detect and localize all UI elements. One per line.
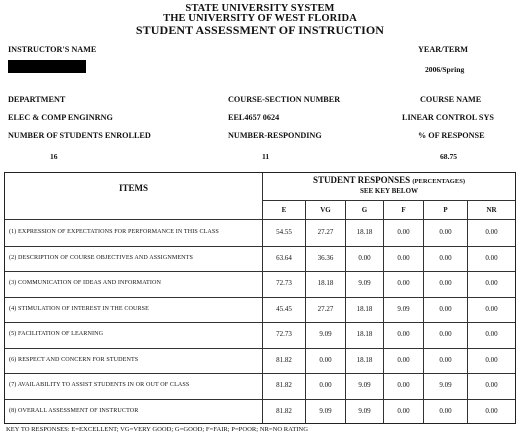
- year-term-value: 2006/Spring: [425, 65, 465, 74]
- pct-response-label: % OF RESPONSE: [418, 131, 485, 140]
- value-vg: 0.00: [319, 355, 332, 364]
- value-p: 0.00: [439, 304, 452, 313]
- value-vg: 0.00: [319, 381, 332, 389]
- responses-table: [4, 172, 516, 424]
- value-e: 72.73: [276, 279, 292, 287]
- course-name-value: LINEAR CONTROL SYS: [402, 113, 494, 122]
- value-p: 0.00: [439, 253, 452, 262]
- value-f: 0.00: [397, 355, 410, 364]
- value-nr: 0.00: [485, 304, 498, 313]
- value-nr: 0.00: [485, 330, 498, 338]
- value-f: 0.00: [397, 381, 410, 389]
- enrolled-label: NUMBER OF STUDENTS ENROLLED: [8, 131, 151, 140]
- value-nr: 0.00: [485, 228, 498, 236]
- redacted-instructor-name: [8, 60, 86, 73]
- column-header-nr: NR: [486, 206, 497, 214]
- responses-title: STUDENT RESPONSES: [313, 175, 411, 185]
- column-header-g: G: [361, 206, 368, 214]
- responses-subtitle: (PERCENTAGES): [412, 178, 465, 185]
- row-divider: [5, 348, 515, 349]
- value-e: 81.82: [276, 406, 292, 415]
- value-nr: 0.00: [485, 406, 498, 415]
- value-g: 18.18: [356, 304, 373, 313]
- enrolled-value: 16: [50, 152, 58, 161]
- value-g: 9.09: [358, 279, 371, 287]
- course-section-label: COURSE-SECTION NUMBER: [228, 95, 341, 104]
- value-e: 63.64: [276, 253, 292, 262]
- department-label: DEPARTMENT: [8, 95, 66, 104]
- pct-response-value: 68.75: [440, 152, 458, 161]
- value-nr: 0.00: [485, 355, 498, 364]
- row-divider: [5, 297, 515, 298]
- item-label: (4) STIMULATION OF INTEREST IN THE COURSE: [9, 305, 149, 312]
- value-g: 0.00: [358, 253, 371, 262]
- value-e: 81.82: [276, 355, 292, 364]
- year-term-label: YEAR/TERM: [418, 45, 469, 54]
- value-g: 18.18: [356, 228, 373, 236]
- responding-value: 11: [262, 152, 270, 161]
- value-p: 9.09: [439, 381, 452, 389]
- value-vg: 27.27: [317, 228, 334, 236]
- row-divider: [5, 399, 515, 400]
- row-divider: [5, 322, 515, 323]
- university-title: THE UNIVERSITY OF WEST FLORIDA: [163, 13, 357, 24]
- value-f: 9.09: [397, 304, 410, 313]
- column-header-e: E: [281, 206, 287, 214]
- instructor-label: INSTRUCTOR'S NAME: [8, 45, 97, 54]
- value-e: 54.55: [276, 228, 292, 236]
- responding-label: NUMBER-RESPONDING: [228, 131, 322, 140]
- system-title: STATE UNIVERSITY SYSTEM: [185, 3, 335, 14]
- value-vg: 9.09: [319, 330, 332, 338]
- course-name-label: COURSE NAME: [420, 95, 482, 104]
- value-p: 0.00: [439, 406, 452, 415]
- item-label: (7) AVAILABILITY TO ASSIST STUDENTS IN OR OUT OF CLASS: [9, 382, 190, 388]
- value-f: 0.00: [397, 228, 410, 236]
- value-g: 9.09: [358, 406, 371, 415]
- value-vg: 27.27: [317, 304, 334, 313]
- value-p: 0.00: [439, 279, 452, 287]
- value-vg: 9.09: [319, 406, 332, 415]
- response-key: KEY TO RESPONSES: E=EXCELLENT; VG=VERY GOOD; G=GOOD; F=FAIR; P=POOR; NR=NO RATING: [6, 426, 308, 433]
- value-p: 0.00: [439, 228, 452, 236]
- value-e: 45.45: [276, 304, 292, 313]
- value-nr: 0.00: [485, 381, 498, 389]
- value-g: 9.09: [358, 381, 371, 389]
- item-label: (8) OVERALL ASSESSMENT OF INSTRUCTOR: [9, 407, 139, 414]
- value-nr: 0.00: [485, 279, 498, 287]
- value-g: 18.18: [356, 330, 373, 338]
- department-value: ELEC & COMP ENGINRNG: [8, 113, 113, 122]
- row-divider: [5, 246, 515, 247]
- value-g: 18.18: [356, 355, 373, 364]
- see-key-note: SEE KEY BELOW: [359, 187, 419, 195]
- value-f: 0.00: [397, 279, 410, 287]
- items-header: ITEMS: [118, 183, 148, 193]
- form-title: STUDENT ASSESSMENT OF INSTRUCTION: [135, 23, 385, 37]
- value-e: 72.73: [276, 330, 292, 338]
- item-label: (3) COMMUNICATION OF IDEAS AND INFORMATION: [9, 280, 161, 286]
- value-nr: 0.00: [485, 253, 498, 262]
- item-label: (5) FACILITATION OF LEARNING: [9, 331, 104, 337]
- column-header-f: F: [401, 206, 406, 214]
- value-p: 0.00: [439, 330, 452, 338]
- value-f: 0.00: [397, 330, 410, 338]
- value-f: 0.00: [397, 406, 410, 415]
- item-label: (1) EXPRESSION OF EXPECTATIONS FOR PERFORMANCE IN THIS CLASS: [9, 229, 219, 235]
- value-p: 0.00: [439, 355, 452, 364]
- column-header-vg: VG: [320, 206, 331, 214]
- row-divider: [5, 271, 515, 272]
- header-bottom-line: [5, 219, 515, 220]
- value-e: 81.82: [276, 381, 292, 389]
- value-vg: 18.18: [317, 279, 334, 287]
- course-section-value: EEL4657 0624: [228, 113, 280, 122]
- header-divider: [262, 200, 515, 201]
- row-divider: [5, 373, 515, 374]
- value-f: 0.00: [397, 253, 410, 262]
- column-header-p: P: [443, 206, 448, 214]
- value-vg: 36.36: [317, 253, 334, 262]
- responses-header: [263, 175, 515, 185]
- item-label: (2) DESCRIPTION OF COURSE OBJECTIVES AND ASSIGNMENTS: [9, 254, 193, 261]
- item-label: (6) RESPECT AND CONCERN FOR STUDENTS: [9, 356, 139, 363]
